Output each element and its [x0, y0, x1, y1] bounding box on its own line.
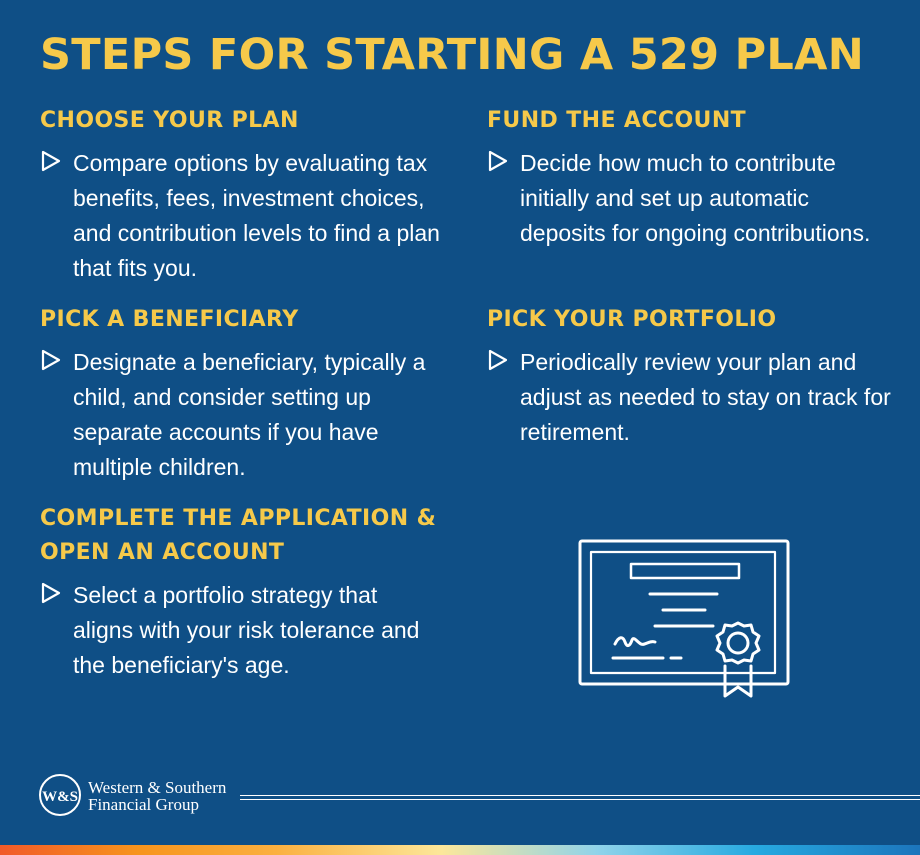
bullet-item — [40, 578, 440, 683]
bullet-text: Compare options by evaluating tax benefits, fees, investment choices, and contribution levels to find a plan that fits you. — [73, 150, 440, 281]
bullet-item — [487, 146, 897, 251]
bullet-text: Periodically review your plan and adjust as needed to stay on track for retirement. — [520, 349, 891, 445]
section-fund-account — [487, 104, 897, 251]
western-southern-logo — [38, 773, 82, 817]
triangle-outline-icon — [488, 150, 508, 172]
triangle-outline-icon — [41, 349, 61, 371]
section-heading: COMPLETE THE APPLICATION & OPEN AN ACCOUNT — [40, 506, 437, 565]
logo-mark: W&S — [42, 789, 78, 805]
section-heading: FUND THE ACCOUNT — [487, 108, 747, 133]
bullet-item — [40, 146, 440, 286]
section-complete-application — [40, 502, 440, 683]
triangle-outline-icon — [41, 150, 61, 172]
bullet-item — [40, 345, 440, 485]
bullet-text: Select a portfolio strategy that aligns with your risk tolerance and the beneficiary's age. — [73, 582, 420, 678]
brand-line-2: Financial Group — [88, 795, 199, 814]
page-title: STEPS FOR STARTING A 529 PLAN — [40, 30, 864, 80]
certificate-icon — [575, 536, 795, 706]
bullet-text: Designate a beneficiary, typically a child, and consider setting up separate accounts if you have multiple children. — [73, 349, 426, 480]
triangle-outline-icon — [41, 582, 61, 604]
section-heading: CHOOSE YOUR PLAN — [40, 108, 299, 133]
gradient-bar — [0, 845, 920, 855]
footer-divider — [240, 795, 920, 800]
section-pick-portfolio — [487, 303, 897, 450]
section-heading: PICK YOUR PORTFOLIO — [487, 307, 777, 332]
triangle-outline-icon — [488, 349, 508, 371]
bullet-item — [487, 345, 897, 450]
section-choose-plan — [40, 104, 440, 286]
bullet-text: Decide how much to contribute initially and set up automatic deposits for ongoing contributions. — [520, 150, 871, 246]
brand-name — [88, 779, 226, 813]
section-heading: PICK A BENEFICIARY — [40, 307, 299, 332]
section-pick-beneficiary — [40, 303, 440, 485]
brand-line-1: Western & Southern — [88, 778, 227, 797]
